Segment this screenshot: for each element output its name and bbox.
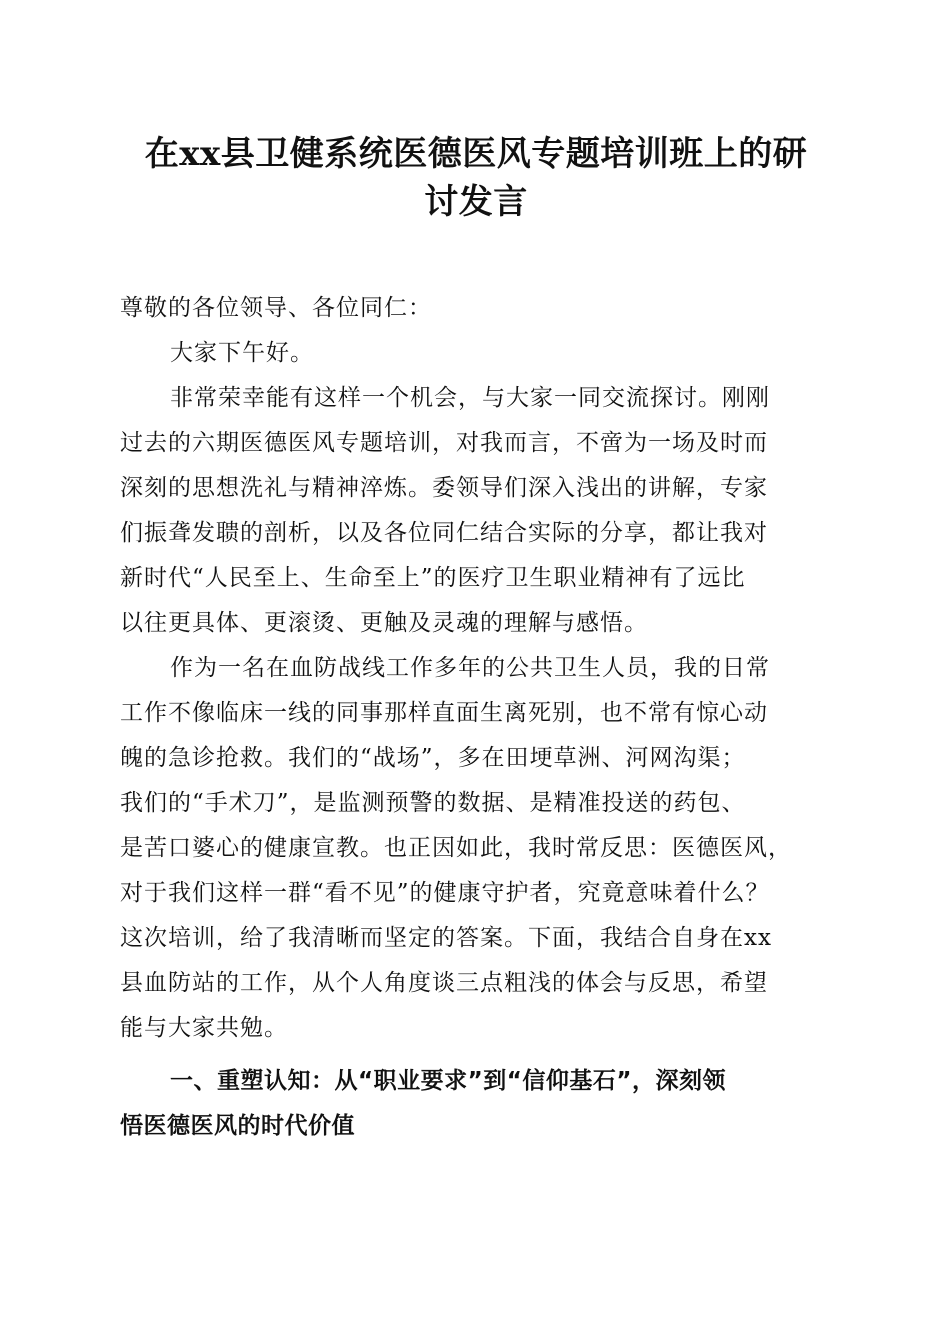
document-page <box>120 130 832 1149</box>
heading-line: 一、重塑认知：从“职业要求”到“信仰基石”，深刻领 <box>170 1068 726 1094</box>
paragraph-line: 作为一名在血防战线工作多年的公共卫生人员，我的日常 <box>170 655 770 681</box>
document-body <box>120 286 832 1149</box>
intro-paragraph <box>120 376 832 646</box>
paragraph-line: 我们的“手术刀”，是监测预警的数据、是精准投送的药包、 <box>120 790 746 816</box>
paragraph-line: 这次培训，给了我清晰而坚定的答案。下面，我结合自身在xx <box>120 925 772 951</box>
title-line: 讨发言 <box>424 182 528 222</box>
greeting-line: 大家下午好。 <box>170 340 314 366</box>
paragraph-line: 魄的急诊抢救。我们的“战场”，多在田埂草洲、河网沟渠； <box>120 745 746 771</box>
paragraph-line: 能与大家共勉。 <box>120 1015 288 1041</box>
heading-line: 悟医德医风的时代价值 <box>120 1113 355 1139</box>
section-heading <box>120 1059 832 1149</box>
paragraph-line: 对于我们这样一群“看不见”的健康守护者，究竟意味着什么？ <box>120 880 770 906</box>
paragraph-line: 新时代“人民至上、生命至上”的医疗卫生职业精神有了远比 <box>120 565 746 591</box>
paragraph-line: 非常荣幸能有这样一个机会，与大家一同交流探讨。刚刚 <box>170 385 770 411</box>
paragraph-line: 工作不像临床一线的同事那样直面生离死别，也不常有惊心动 <box>120 700 768 726</box>
paragraph-line: 过去的六期医德医风专题培训，对我而言，不啻为一场及时而 <box>120 430 768 456</box>
paragraph-line: 以往更具体、更滚烫、更触及灵魂的理解与感悟。 <box>120 610 648 636</box>
salutation: 尊敬的各位领导、各位同仁： <box>120 295 432 321</box>
background-paragraph <box>120 646 832 1051</box>
document-title <box>120 130 832 226</box>
greeting-paragraph <box>120 331 832 376</box>
paragraph-line: 是苦口婆心的健康宣教。也正因如此，我时常反思：医德医风， <box>120 835 792 861</box>
paragraph-line: 深刻的思想洗礼与精神淬炼。委领导们深入浅出的讲解，专家 <box>120 475 768 501</box>
paragraph-line: 们振聋发聩的剖析，以及各位同仁结合实际的分享，都让我对 <box>120 520 768 546</box>
paragraph-line: 县血防站的工作，从个人角度谈三点粗浅的体会与反思，希望 <box>120 970 768 996</box>
title-line: 在xx县卫健系统医德医风专题培训班上的研 <box>144 134 808 174</box>
